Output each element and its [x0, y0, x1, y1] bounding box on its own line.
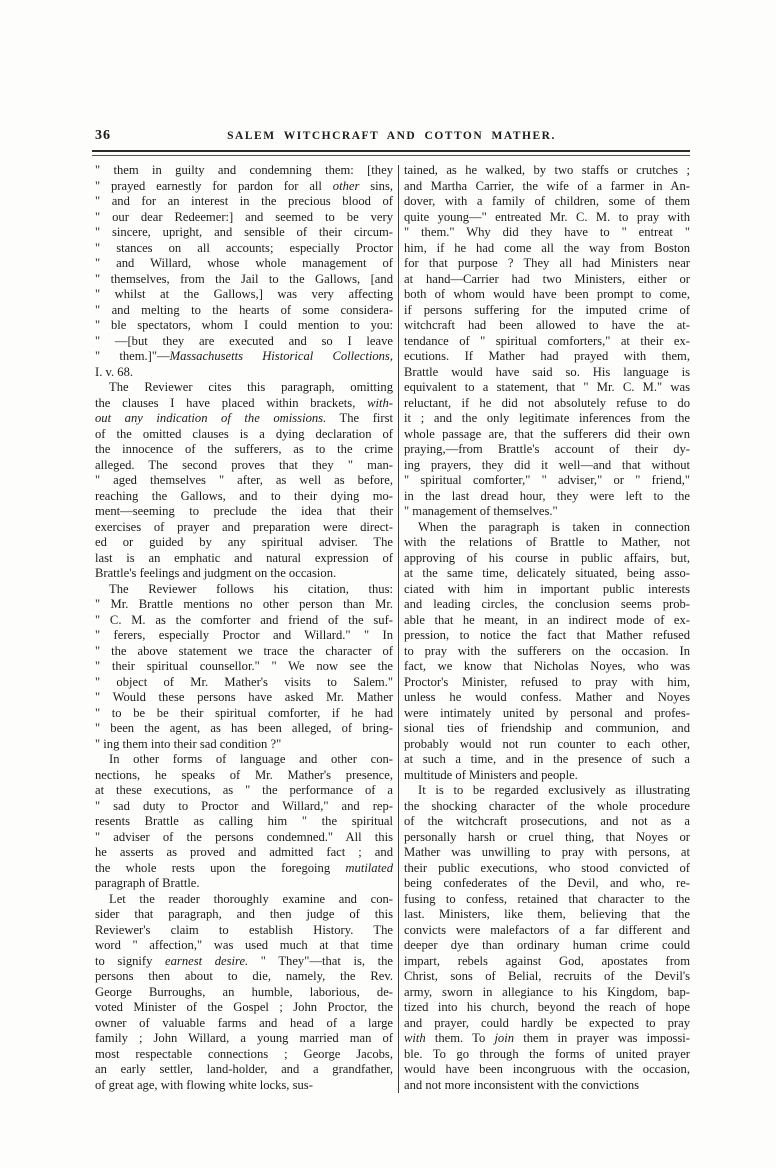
- text-run: It is to be regarded exclusively as illustrating: [418, 783, 690, 797]
- text-run: " prayed earnestly for pardon for all: [95, 178, 333, 193]
- text-run: " them." Why did they have to " entreat ": [404, 225, 690, 239]
- text-run: at these executions, as " the performance of a: [95, 783, 393, 797]
- text-run: " their spiritual counsellor." " We now see the: [95, 659, 393, 673]
- text-run: last. Ministers, like them, believing that the: [404, 907, 690, 921]
- text-run: " ble spectators, whom I could mention to you:: [95, 318, 393, 332]
- text-line: [404, 225, 690, 241]
- text-run: " and for an interest in the precious blood of: [95, 194, 393, 208]
- text-line: [404, 303, 690, 319]
- column-divider-rule: [398, 165, 399, 1093]
- text-run: praying,—from Brattle's account of their dy-: [404, 442, 690, 456]
- text-line: [404, 1047, 690, 1063]
- italic-text: mutilated: [345, 860, 393, 875]
- text-run: of the omitted clauses is a dying declaration of: [95, 426, 393, 441]
- text-line: [95, 535, 393, 551]
- text-run: would have been incongruous with the occasion,: [404, 1062, 690, 1076]
- text-line: [95, 1062, 393, 1078]
- paragraph: [404, 783, 690, 1093]
- text-line: [95, 799, 393, 815]
- text-line: [404, 1062, 690, 1078]
- text-line: [95, 427, 393, 443]
- text-line: [95, 923, 393, 939]
- text-line: [404, 566, 690, 582]
- text-run: reaching the Gallows, and to their dying mo-: [95, 488, 393, 503]
- text-run: " sincere, upright, and sensible of their circum-: [95, 225, 393, 239]
- text-line: [404, 737, 690, 753]
- italic-text: other: [332, 178, 360, 193]
- text-line: [404, 814, 690, 830]
- text-line: [404, 427, 690, 443]
- text-run: and Martha Carrier, the wife of a farmer in An-: [404, 178, 690, 193]
- text-line: [95, 163, 393, 179]
- text-line: [95, 1016, 393, 1032]
- text-run: Let the reader thoroughly examine and con-: [109, 891, 393, 906]
- text-line: [95, 566, 393, 582]
- text-run: reluctant, if he did not absolutely refuse to do: [404, 395, 690, 410]
- text-run: " ing them into their sad condition ?": [95, 736, 282, 751]
- text-line: [95, 241, 393, 257]
- text-line: [95, 489, 393, 505]
- text-run: " C. M. as the comforter and friend of the suf-: [95, 612, 393, 627]
- text-line: [95, 954, 393, 970]
- text-run: the clauses I have placed within brackets,: [95, 395, 368, 410]
- text-line: [95, 721, 393, 737]
- text-run: The Reviewer cites this paragraph, omitting: [109, 380, 393, 394]
- text-run: ciated with him in important public interests: [404, 581, 690, 596]
- text-line: [95, 303, 393, 319]
- italic-text: earnest desire.: [165, 953, 249, 968]
- paragraph: [404, 163, 690, 520]
- text-line: [95, 659, 393, 675]
- paragraph: [95, 163, 393, 380]
- running-title: SALEM WITCHCRAFT AND COTTON MATHER.: [227, 130, 556, 142]
- text-run: " stances on all accounts; especially Proctor: [95, 240, 393, 255]
- text-run: When the paragraph is taken in connection: [418, 519, 690, 534]
- text-line: [404, 458, 690, 474]
- text-line: [95, 752, 393, 768]
- text-line: [404, 969, 690, 985]
- text-line: [404, 334, 690, 350]
- text-line: [95, 907, 393, 923]
- text-line: [404, 365, 690, 381]
- text-run: The first: [326, 411, 393, 425]
- paragraph: [95, 380, 393, 582]
- text-run: sins,: [359, 178, 393, 193]
- text-line: [95, 520, 393, 536]
- text-line: [404, 504, 690, 520]
- text-line: [95, 551, 393, 567]
- text-line: [404, 489, 690, 505]
- text-line: [404, 690, 690, 706]
- text-run: family ; John Willard, a young married man of: [95, 1031, 393, 1045]
- text-run: " our dear Redeemer:] and seemed to be very: [95, 209, 393, 224]
- text-line: [404, 675, 690, 691]
- text-run: and not more inconsistent with the convictions: [404, 1077, 640, 1092]
- text-run: " —[but they are executed and so I leave: [95, 333, 393, 348]
- left-column: [95, 163, 393, 1093]
- text-line: [404, 706, 690, 722]
- text-line: [95, 845, 393, 861]
- text-run: being confederates of the Devil, and who, re-: [404, 876, 690, 890]
- text-run: tized into his church, beyond the reach of hope: [404, 1000, 690, 1014]
- text-run: paragraph of Brattle.: [95, 876, 200, 890]
- text-run: " them in guilty and condemning them: [they: [95, 163, 393, 177]
- text-run: Brattle would have said so. His language is: [404, 364, 690, 379]
- text-run: and leading circles, the conclusion seems prob-: [404, 597, 690, 611]
- text-run: " object of Mr. Mather's visits to Salem.": [95, 674, 393, 689]
- text-line: [404, 907, 690, 923]
- text-line: [404, 411, 690, 427]
- header-rule: [92, 150, 690, 156]
- text-run: their public executions, who stood convicted of: [404, 860, 690, 875]
- paragraph: [95, 892, 393, 1094]
- text-run: fact, we know that Nicholas Noyes, who was: [404, 659, 690, 673]
- text-line: [95, 892, 393, 908]
- text-run: convicts were malefactors of a far different and: [404, 922, 690, 937]
- text-run: Proctor's Minister, refused to pray with him,: [404, 674, 690, 689]
- text-run: deeper dye than ordinary human crime could: [404, 938, 690, 952]
- text-run: equivalent to a statement, that " Mr. C. M." was: [404, 380, 690, 394]
- text-run: nections, he speaks of Mr. Mather's presence,: [95, 767, 393, 782]
- text-run: fusing to confess, retained that character to the: [404, 891, 690, 906]
- text-run: of the witchcraft prosecutions, and not as a: [404, 814, 690, 828]
- text-line: [95, 706, 393, 722]
- text-run: tendance of " spiritual comforters," at their ex-: [404, 333, 690, 348]
- text-run: " the above statement we trace the character of: [95, 643, 393, 658]
- text-run: he asserts as proved and admitted fact ; and: [95, 845, 393, 859]
- italic-text: with-: [367, 395, 393, 410]
- text-line: [404, 892, 690, 908]
- text-line: [404, 551, 690, 567]
- text-run: tained, as he walked, by two staffs or crutches ;: [404, 163, 690, 177]
- text-line: [404, 985, 690, 1001]
- text-line: [95, 597, 393, 613]
- text-line: [404, 845, 690, 861]
- text-line: [95, 582, 393, 598]
- text-line: [95, 690, 393, 706]
- text-line: [404, 1078, 690, 1094]
- text-run: pression, to notice the fact that Mather refused: [404, 628, 690, 642]
- text-run: " whilst at the Gallows,] was very affecting: [95, 287, 393, 301]
- text-run: " aged themselves " after, as well as before,: [95, 473, 393, 487]
- text-line: [95, 783, 393, 799]
- text-line: [95, 675, 393, 691]
- text-line: [404, 241, 690, 257]
- text-line: [95, 458, 393, 474]
- text-line: [404, 768, 690, 784]
- text-run: " spiritual comforter," " adviser," or " friend,": [404, 473, 690, 487]
- text-run: " Would these persons have asked Mr. Mather: [95, 690, 393, 704]
- text-run: ment—seeming to preclude the idea that their: [95, 504, 393, 518]
- text-run: quite young—" entreated Mr. C. M. to pray with: [404, 209, 690, 224]
- text-line: [95, 179, 393, 195]
- text-run: the whole rests upon the foregoing: [95, 860, 346, 875]
- text-run: last is an emphatic and natural expression of: [95, 550, 393, 565]
- text-line: [95, 814, 393, 830]
- text-line: [95, 194, 393, 210]
- text-line: [95, 985, 393, 1001]
- text-line: [95, 318, 393, 334]
- text-line: [95, 737, 393, 753]
- text-line: [95, 442, 393, 458]
- text-run: voted Minister of the Gospel ; John Proctor, the: [95, 1000, 393, 1014]
- italic-text: with: [404, 1031, 426, 1045]
- text-line: [404, 876, 690, 892]
- text-run: George Burroughs, an humble, laborious, de-: [95, 984, 393, 999]
- italic-text: out any indication of the omissions.: [95, 411, 327, 425]
- text-line: [404, 179, 690, 195]
- text-line: [404, 272, 690, 288]
- text-run: impart, rebels against God, apostates from: [404, 953, 690, 968]
- text-run: sider that paragraph, and then judge of this: [95, 907, 393, 921]
- text-run: them. To: [425, 1031, 495, 1045]
- text-run: if persons suffering for the imputed crime of: [404, 302, 690, 317]
- text-line: [95, 938, 393, 954]
- text-run: sional ties of friendship and communion, and: [404, 721, 690, 735]
- text-run: " to be be their spiritual comforter, if he had: [95, 705, 393, 720]
- text-line: [404, 644, 690, 660]
- paragraph: [404, 520, 690, 784]
- text-run: Mather was unwilling to pray with persons, at: [404, 845, 690, 859]
- text-run: him, if he had come all the way from Boston: [404, 240, 690, 255]
- text-line: [404, 287, 690, 303]
- text-line: [95, 876, 393, 892]
- text-line: [404, 396, 690, 412]
- text-line: [95, 380, 393, 396]
- text-line: [404, 613, 690, 629]
- text-run: them in prayer was impossi-: [514, 1031, 690, 1045]
- text-line: [95, 644, 393, 660]
- text-line: [95, 628, 393, 644]
- text-run: probably would not run counter to each other,: [404, 736, 690, 751]
- text-line: [404, 163, 690, 179]
- text-run: Brattle's feelings and judgment on the occasion.: [95, 566, 337, 580]
- text-line: [404, 628, 690, 644]
- right-column: [404, 163, 690, 1093]
- text-run: alleged. The second proves that they " man-: [95, 457, 393, 472]
- text-run: at such a time, and in the presence of such a: [404, 752, 690, 766]
- text-line: [404, 582, 690, 598]
- text-run: " them.]"—: [95, 349, 170, 363]
- text-line: [404, 954, 690, 970]
- text-run: " adviser of the persons condemned." All this: [95, 829, 393, 844]
- text-run: able that he meant, in an indirect mode of ex-: [404, 612, 690, 627]
- text-run: to signify: [95, 953, 166, 968]
- text-run: " management of themselves.": [404, 504, 558, 518]
- text-line: [95, 1078, 393, 1094]
- text-run: multitude of Ministers and people.: [404, 767, 578, 782]
- text-run: ing prayers, they did it well—and that without: [404, 457, 690, 472]
- italic-text: join: [494, 1031, 515, 1045]
- text-run: unless he would confess. Mather and Noyes: [404, 690, 690, 704]
- text-run: at the same time, delicately situated, being asso-: [404, 566, 690, 580]
- page-header: [95, 128, 688, 146]
- text-run: " themselves, from the Jail to the Gallows, [and: [95, 271, 393, 286]
- text-line: [404, 1031, 690, 1047]
- text-line: [404, 256, 690, 272]
- text-run: ecutions. If Mather had prayed with them,: [404, 349, 690, 363]
- text-run: word " affection," was used much at that time: [95, 938, 393, 952]
- text-line: [404, 1000, 690, 1016]
- text-line: [404, 783, 690, 799]
- text-line: [95, 365, 393, 381]
- text-line: [404, 799, 690, 815]
- text-run: ble. To go through the forms of united prayer: [404, 1046, 690, 1061]
- text-run: whole passage are, that the sufferers did their own: [404, 426, 690, 441]
- text-line: [95, 256, 393, 272]
- text-line: [95, 411, 393, 427]
- text-run: were intimately united by personal and profes-: [404, 705, 690, 720]
- text-run: " been the agent, as has been alleged, of bring-: [95, 721, 393, 735]
- text-run: approving of his course in public affairs, but,: [404, 550, 690, 565]
- text-run: owner of valuable farms and head of a large: [95, 1015, 393, 1030]
- text-line: [95, 396, 393, 412]
- text-run: " and melting to the hearts of some considera-: [95, 302, 393, 317]
- text-line: [95, 1031, 393, 1047]
- text-line: [95, 613, 393, 629]
- text-line: [95, 861, 393, 877]
- text-run: personally harsh or cruel thing, that Noyes or: [404, 829, 690, 844]
- text-run: it ; and the only legitimate inferences from the: [404, 411, 690, 425]
- text-run: " sad duty to Proctor and Willard," and rep-: [95, 798, 393, 813]
- text-line: [404, 210, 690, 226]
- text-run: resents Brattle as calling him " the spiritual: [95, 814, 393, 828]
- text-run: for that purpose ? They all had Ministers near: [404, 256, 690, 270]
- text-line: [404, 861, 690, 877]
- text-run: most respectable connections ; George Jacobs,: [95, 1046, 393, 1061]
- text-line: [404, 473, 690, 489]
- text-line: [95, 272, 393, 288]
- text-run: " and Willard, whose whole management of: [95, 256, 393, 270]
- text-line: [95, 225, 393, 241]
- text-line: [404, 938, 690, 954]
- text-run: " Mr. Brattle mentions no other person than Mr.: [95, 597, 393, 611]
- text-run: Christ, sons of Belial, recruits of the Devil's: [404, 969, 690, 983]
- text-run: of great age, with flowing white locks, sus-: [95, 1077, 313, 1092]
- text-run: witchcraft had been allowed to have the at-: [404, 318, 690, 332]
- text-line: [95, 969, 393, 985]
- text-line: [404, 318, 690, 334]
- text-run: army, sworn in allegiance to his Kingdom, bap-: [404, 984, 690, 999]
- text-run: both of whom would have been prompt to come,: [404, 287, 690, 301]
- text-run: I. v. 68.: [95, 364, 134, 379]
- text-line: [404, 659, 690, 675]
- text-line: [95, 287, 393, 303]
- text-line: [95, 473, 393, 489]
- text-run: in the last dread hour, they were left to the: [404, 488, 690, 503]
- text-run: ed or guided by any spiritual adviser. The: [95, 535, 393, 549]
- page-body: [95, 163, 690, 1093]
- text-line: [404, 520, 690, 536]
- text-line: [404, 442, 690, 458]
- text-line: [95, 1000, 393, 1016]
- text-line: [404, 380, 690, 396]
- paragraph: [95, 582, 393, 753]
- text-run: Reviewer's claim to establish History. The: [95, 922, 393, 937]
- text-run: with the relations of Brattle to Mather, not: [404, 535, 690, 549]
- text-line: [95, 210, 393, 226]
- text-run: and prayer, could hardly be expected to pray: [404, 1015, 690, 1030]
- text-line: [95, 830, 393, 846]
- text-run: at hand—Carrier had two Ministers, either or: [404, 271, 690, 286]
- text-line: [404, 1016, 690, 1032]
- text-line: [95, 1047, 393, 1063]
- text-run: exercises of prayer and preparation were direct-: [95, 519, 393, 534]
- italic-text: Massachusetts Historical Collections,: [169, 349, 393, 363]
- text-line: [404, 752, 690, 768]
- text-line: [404, 194, 690, 210]
- text-run: to pray with the sufferers on the occasion. In: [404, 643, 690, 658]
- text-run: the innocence of the sufferers, as to the crime: [95, 442, 393, 456]
- paragraph: [95, 752, 393, 892]
- text-line: [404, 349, 690, 365]
- text-line: [404, 535, 690, 551]
- text-line: [95, 768, 393, 784]
- text-line: [404, 721, 690, 737]
- text-run: persons then about to die, namely, the Rev.: [95, 969, 393, 983]
- text-line: [404, 597, 690, 613]
- text-line: [404, 923, 690, 939]
- text-run: the shocking character of the whole procedure: [404, 798, 690, 813]
- text-line: [95, 334, 393, 350]
- text-run: " ferers, especially Proctor and Willard." " In: [95, 628, 393, 642]
- text-line: [95, 504, 393, 520]
- text-line: [404, 830, 690, 846]
- page-number: 36: [95, 128, 111, 143]
- text-run: dover, with a family of children, some of them: [404, 194, 690, 208]
- text-run: " They"—that is, the: [248, 953, 394, 968]
- text-run: In other forms of language and other con-: [109, 752, 393, 766]
- text-run: an early settler, land-holder, and a grandfather,: [95, 1062, 393, 1076]
- text-run: The Reviewer follows his citation, thus:: [109, 581, 393, 596]
- text-line: [95, 349, 393, 365]
